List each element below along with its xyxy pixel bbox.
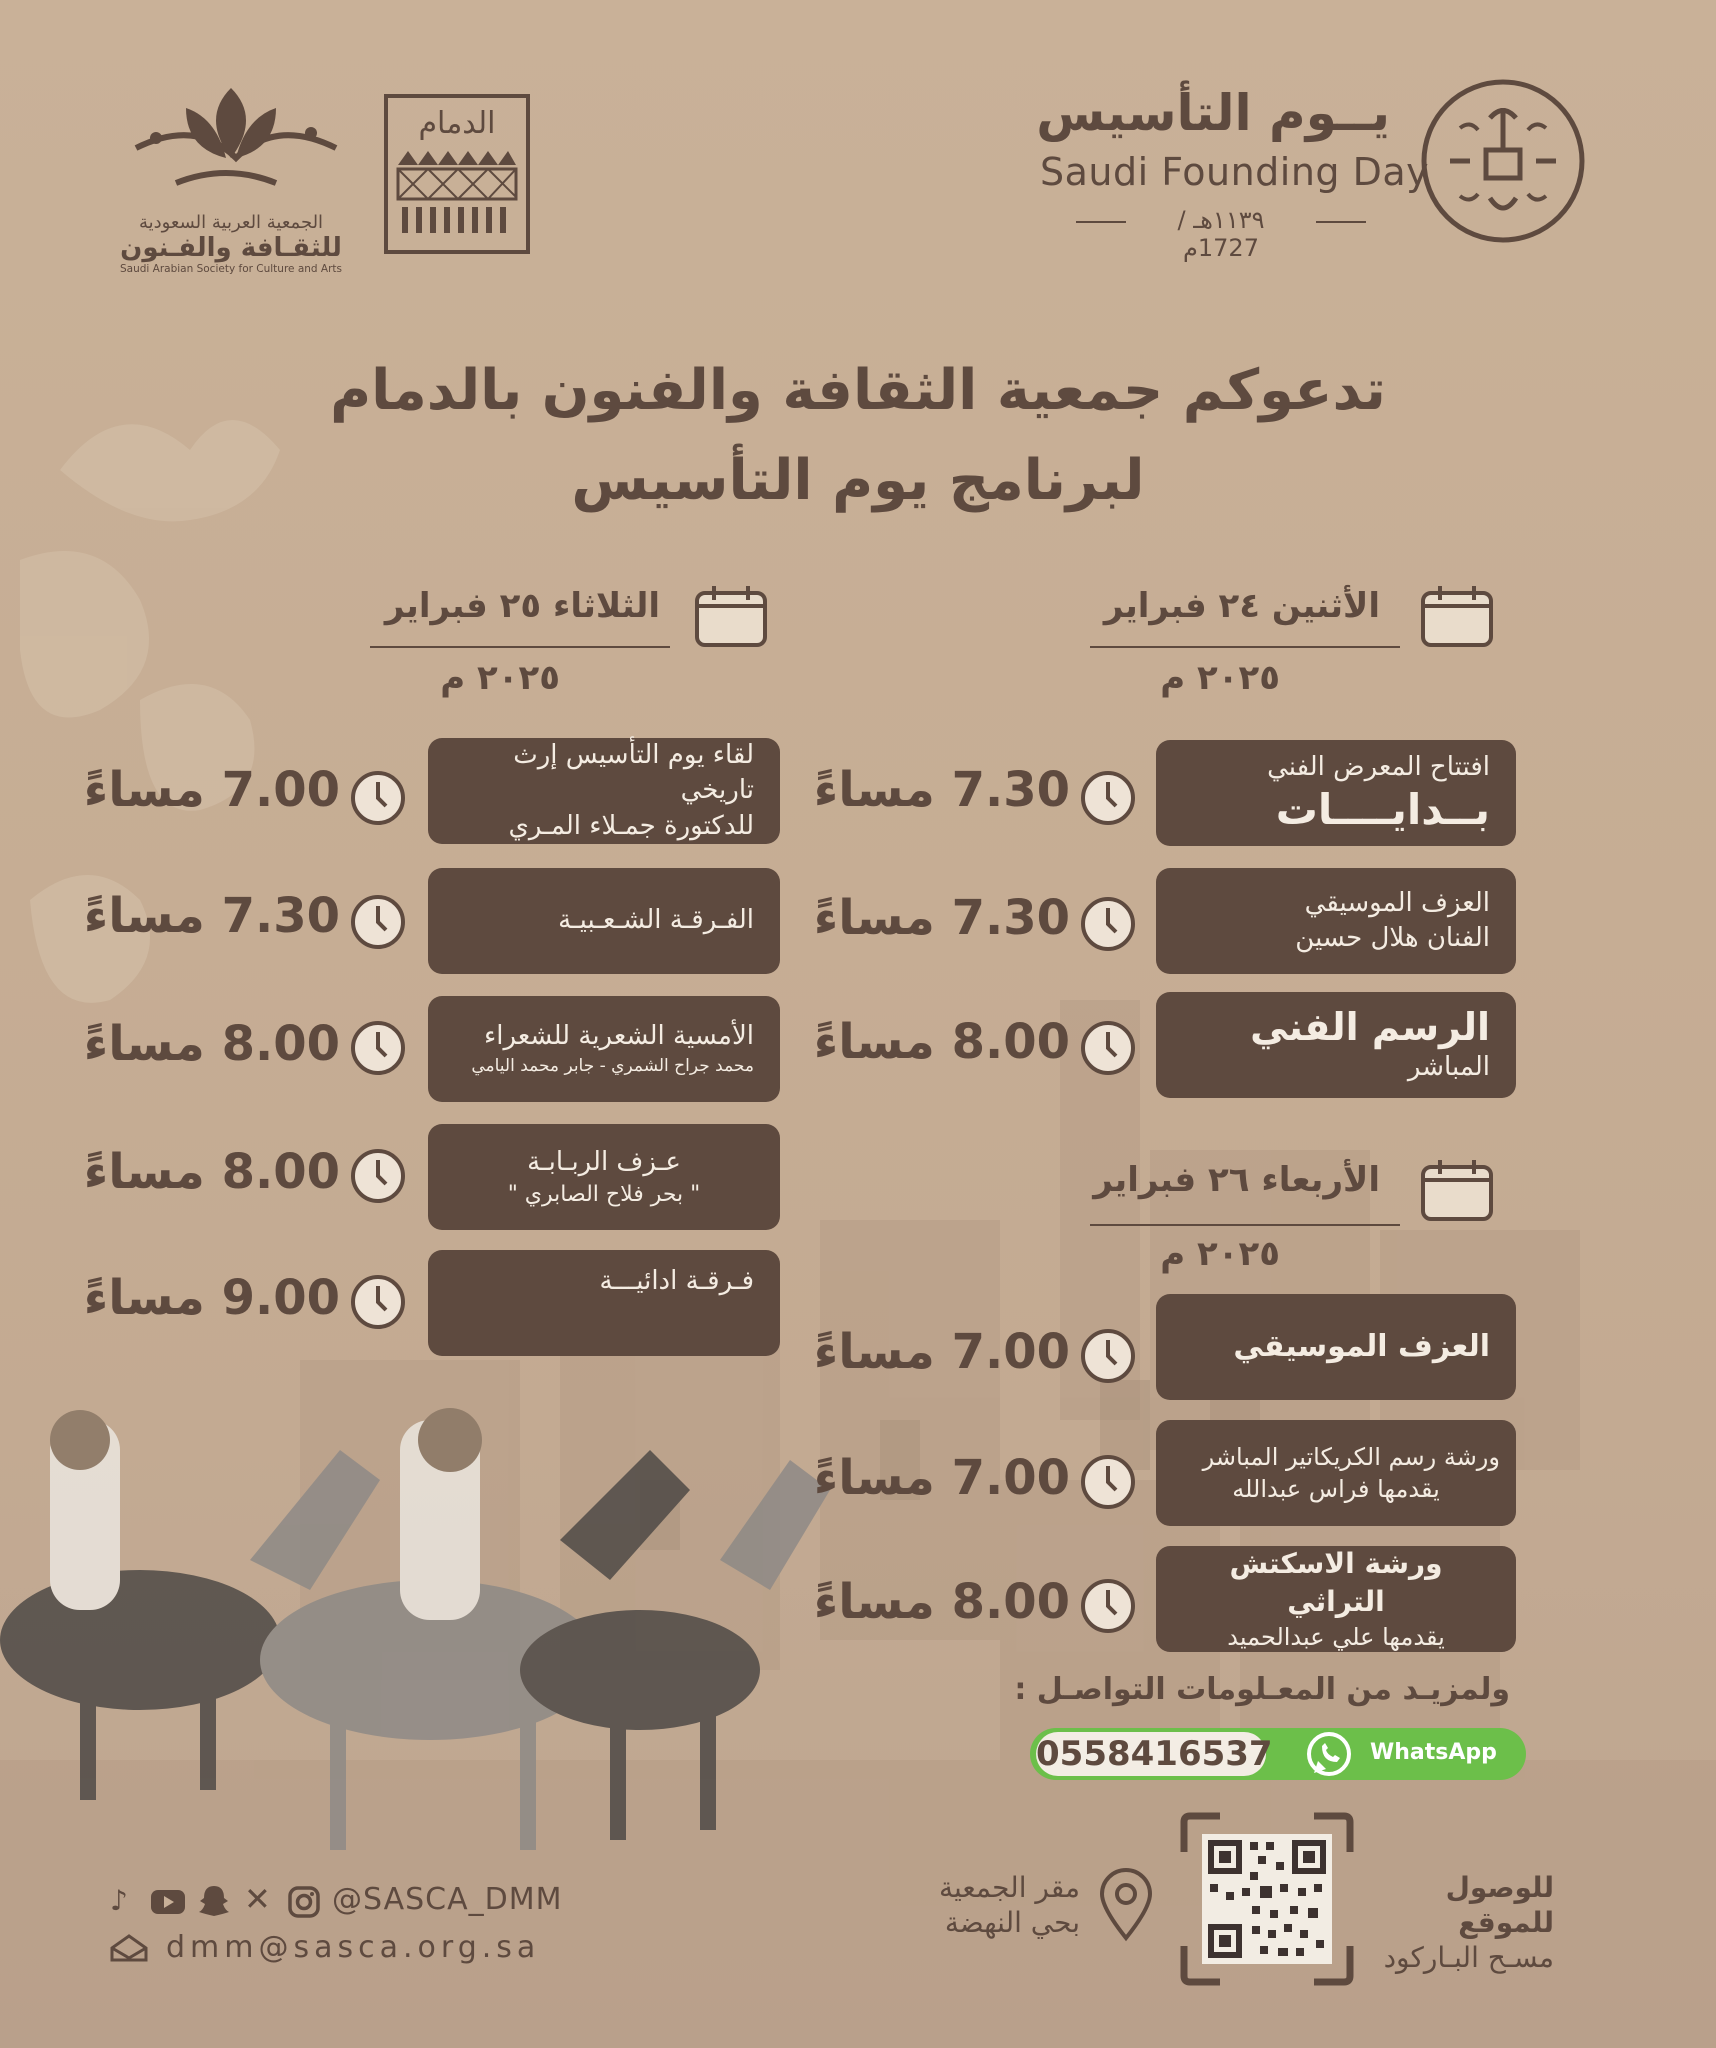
headline-line-1: تدعوكم جمعية الثقافة والفنون بالدمام [330,358,1386,423]
event-row [83,738,780,848]
event-performer: الفنان هلال حسين [1295,923,1490,953]
event-box [1156,740,1516,846]
event-box [428,996,780,1102]
event-time: 8.00 مساءً [83,1016,340,1072]
clock-icon [1080,1454,1136,1510]
event-time: 7.30 مساءً [813,762,1070,818]
location-line-1: مقر الجمعية [938,1871,1080,1904]
x-icon[interactable]: ✕ [244,1880,271,1918]
branch-name: الدمام [418,106,496,141]
day-title: الثلاثاء ٢٥ فبراير [384,586,660,626]
qr-label-line-1: للوصول للموقع [1445,1871,1554,1939]
day-underline [1090,1224,1400,1226]
event-title: الرسم الفني [1250,1004,1490,1049]
location-pin-icon [1096,1864,1156,1944]
event-row [813,992,1516,1102]
qr-instructions [1354,1870,1554,1975]
clock-icon [1080,1020,1136,1076]
day-underline [370,646,670,648]
qr-code-block[interactable] [1180,1812,1354,1986]
event-box [1156,1294,1516,1400]
qr-frame-icon [1180,1812,1354,1986]
event-row [813,1546,1516,1656]
event-box [1156,992,1516,1098]
clock-icon [350,894,406,950]
event-subtitle: افتتاح المعرض الفني [1267,752,1490,783]
event-subtitle: المباشر [1407,1052,1490,1083]
event-box [1156,868,1516,974]
youtube-icon[interactable] [150,1888,186,1916]
sasca-logo [116,78,346,298]
tiktok-icon[interactable]: ♪ [110,1884,128,1917]
event-box [428,1250,780,1356]
event-time: 7.30 مساءً [83,888,340,944]
clock-icon [1080,1328,1136,1384]
email-row [110,1928,590,1972]
event-box [428,1124,780,1230]
event-title: لقاء يوم التأسيس إرث تاريخي [513,740,754,806]
clock-icon [350,1148,406,1204]
calendar-icon [1420,584,1494,648]
event-performer: للدكتورة جمـلاء المـري [508,810,754,841]
event-row [83,1250,780,1360]
location-line-2: بحي النهضة [944,1906,1080,1939]
event-row [813,1420,1516,1530]
clock-icon [1080,896,1136,952]
event-time: 8.00 مساءً [813,1014,1070,1070]
calendar-icon [694,584,768,648]
founding-day-arabic: يــوم التأسيس [1036,84,1390,142]
founding-years: ١١٣٩هـ / 1727م [1177,206,1265,262]
society-name-arabic-1: الجمعية العربية السعودية [138,212,324,233]
whatsapp-label: WhatsApp [1370,1740,1497,1765]
day-header-tuesday [360,580,780,700]
sasca-emblem-icon [116,78,346,208]
event-title: الأمسية الشعرية للشعراء [484,1020,754,1051]
event-box [1156,1420,1516,1526]
society-name-arabic-2: للثقـافة والفـنون [120,233,342,263]
event-row [83,868,780,978]
founding-years-row [1076,206,1366,262]
event-presenter: يقدمها علي عبدالحميد [1227,1622,1445,1651]
founding-day-emblem-icon [1420,78,1586,244]
day-header-wednesday [1080,1154,1500,1274]
event-box [428,738,780,844]
day-year: ٢٠٢٥ م [440,658,560,698]
founding-day-english: Saudi Founding Day [1040,150,1430,194]
clock-icon [1080,1578,1136,1634]
event-row [813,1294,1516,1404]
event-title: ورشة الاسكتش التراثي [1229,1547,1443,1618]
whatsapp-contact[interactable] [1030,1728,1526,1780]
event-time: 7.00 مساءً [83,762,340,818]
social-handle[interactable]: @SASCA_DMM [332,1882,563,1917]
event-title: بــدايــــات [1275,785,1490,835]
event-row [813,740,1516,850]
event-performers: محمد جراح الشمري - جابر محمد اليامي [471,1055,754,1076]
day-underline [1090,646,1400,648]
event-title: ورشة رسم الكريكاتير المباشر [1202,1442,1500,1471]
clock-icon [350,1020,406,1076]
day-year: ٢٠٢٥ م [1160,658,1280,698]
clock-icon [1080,770,1136,826]
society-name-english: Saudi Arabian Society for Culture and Arts [119,263,343,275]
event-time: 7.30 مساءً [813,890,1070,946]
event-box [428,868,780,974]
qr-label-line-2: مسـح البـاركود [1383,1941,1554,1974]
event-title: عـزف الربـابـة [527,1146,681,1177]
calendar-icon [1420,1158,1494,1222]
event-time: 8.00 مساءً [813,1574,1070,1630]
clock-icon [350,1274,406,1330]
email-icon [110,1934,148,1964]
dammam-branch-logo [384,94,530,254]
event-time: 7.00 مساءً [813,1450,1070,1506]
event-presenter: يقدمها فراس عبدالله [1232,1475,1440,1503]
dammam-pattern-icon [388,141,526,241]
event-title: العزف الموسيقي [1304,887,1490,918]
headline-line-2: لبرنامج يوم التأسيس [571,448,1145,513]
event-box [1156,1546,1516,1652]
location-text [870,1870,1080,1940]
event-time: 8.00 مساءً [83,1144,340,1200]
day-title: الأربعاء ٢٦ فبراير [1093,1160,1380,1200]
event-row [813,868,1516,978]
email-address[interactable]: dmm@sasca.org.sa [166,1930,541,1965]
contact-label: ولمزيـد من المعـلومات التواصـل : [1014,1672,1510,1707]
event-time: 7.00 مساءً [813,1324,1070,1380]
event-title: فـرقـة ادائيـــة [599,1266,754,1296]
event-title: الفـرقـة الشـعـبيـة [558,905,754,936]
event-row [83,1124,780,1234]
clock-icon [350,770,406,826]
instagram-icon[interactable] [288,1886,320,1918]
years-divider-left [1076,221,1126,223]
social-row [110,1880,590,1924]
whatsapp-phone-number[interactable]: 0558416537 [1036,1734,1273,1774]
event-performer: " بحر فلاح الصابري " [507,1181,701,1207]
day-year: ٢٠٢٥ م [1160,1234,1280,1274]
snapchat-icon[interactable] [198,1884,230,1918]
event-time: 9.00 مساءً [83,1270,340,1326]
event-title: العزف الموسيقي [1233,1328,1490,1364]
years-divider-right [1316,221,1366,223]
event-row [83,996,780,1106]
whatsapp-icon [1306,1731,1352,1777]
day-header-monday [1080,580,1500,700]
day-title: الأثنين ٢٤ فبراير [1103,586,1380,626]
